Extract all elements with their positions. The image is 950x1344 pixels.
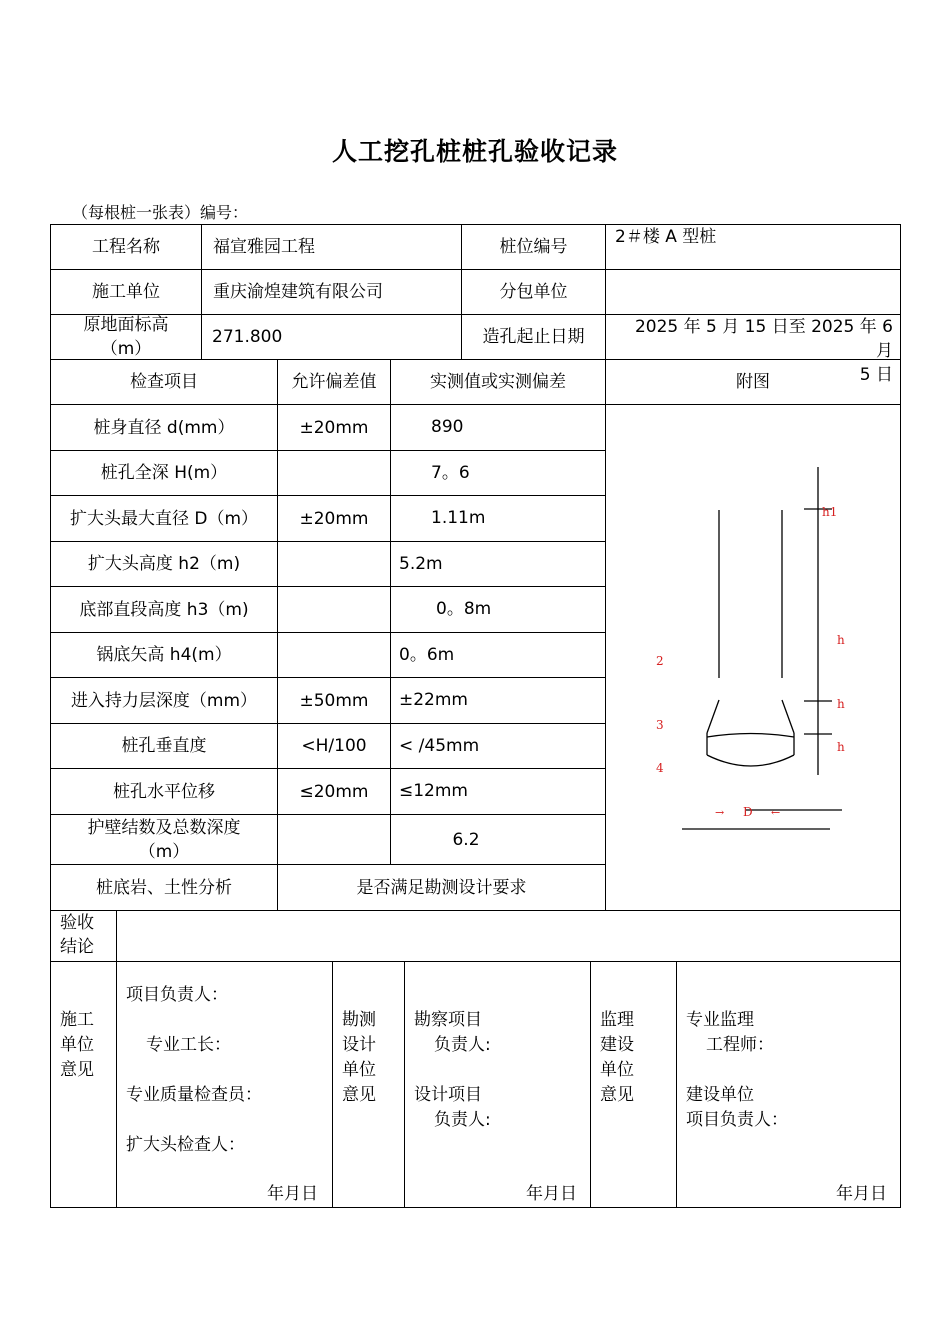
project-name-label: 工程名称 <box>92 237 160 257</box>
design-manager-signature: 设计项目 <box>414 1085 482 1105</box>
row-measured: 0。8m <box>436 599 492 619</box>
supervision-date: 年月日 <box>836 1184 887 1204</box>
foreman-signature: 专业工长： <box>146 1035 231 1055</box>
row-item: 护壁结数及总数深度（m） <box>87 817 241 862</box>
conclusion-label-line-2: 结论 <box>60 937 94 957</box>
pile-no-label: 桩位编号 <box>499 237 568 257</box>
pot-bottom <box>707 755 794 766</box>
row-measured: < /45mm <box>399 736 480 756</box>
contractor-value: 重庆渝煌建筑有限公司 <box>213 282 383 302</box>
row-measured: 5.2m <box>399 554 443 574</box>
construction-label-line: 施工 <box>60 1010 94 1030</box>
label-h1: h1 <box>822 505 838 519</box>
project-name-value: 福宣雅园工程 <box>213 237 315 257</box>
label-h3: h <box>837 697 845 711</box>
arrow-left-mark: ← <box>771 806 781 819</box>
label-3: 3 <box>656 718 664 732</box>
supervision-label-line: 意见 <box>600 1085 634 1105</box>
label-h4: h <box>837 740 845 754</box>
row-measured: ±22mm <box>399 690 468 710</box>
row-measured: 7。6 <box>431 463 470 483</box>
form-number-label: （每根桩一张表）编号： <box>72 203 249 222</box>
survey-label-line: 单位 <box>342 1060 376 1080</box>
construction-label-line: 意见 <box>60 1060 94 1080</box>
bell-right <box>782 700 794 733</box>
header-attached-figure: 附图 <box>736 372 770 392</box>
row-measured: 0。6m <box>399 645 455 665</box>
owner-signature: 建设单位 <box>686 1085 754 1105</box>
row-item: 桩身直径 d(mm） <box>93 417 235 438</box>
row-tolerance: ±20mm <box>299 417 369 438</box>
supervision-label-line: 监理 <box>600 1010 634 1030</box>
supervising-engineer-signature: 专业监理 <box>686 1010 754 1030</box>
conclusion-label <box>60 911 94 959</box>
construction-opinion-label <box>60 1008 94 1083</box>
row-item: 桩孔垂直度 <box>121 736 207 756</box>
row-tolerance <box>278 633 390 677</box>
pile-no-value: 2＃楼 A 型桩 <box>615 227 717 247</box>
arrow-right-mark: → <box>715 806 725 819</box>
subcontractor-value <box>615 270 900 314</box>
bell-left <box>707 700 719 733</box>
survey-date: 年月日 <box>526 1184 577 1204</box>
rock-analysis-label: 桩底岩、土性分析 <box>96 877 232 898</box>
row-tolerance: ±20mm <box>299 508 369 529</box>
supervision-opinion-label <box>600 1008 634 1108</box>
owner-manager-signature: 项目负责人： <box>686 1110 788 1130</box>
row-measured: 6.2 <box>452 829 480 850</box>
subcontractor-label: 分包单位 <box>499 282 568 302</box>
row-measured: 1.11m <box>431 508 486 528</box>
label-h2: h <box>837 633 845 647</box>
label-2: 2 <box>656 654 664 668</box>
header-inspection-item: 检查项目 <box>130 372 198 392</box>
quality-inspector-signature: 专业质量检查员： <box>126 1085 262 1105</box>
row-item: 进入持力层深度（mm） <box>70 690 258 711</box>
row-measured: ≤12mm <box>399 781 468 801</box>
row-item: 扩大头高度 h2（m) <box>87 554 241 574</box>
row-tolerance: ≤20mm <box>299 781 369 802</box>
row-tolerance: ±50mm <box>299 690 369 711</box>
supervision-label-line: 建设 <box>600 1035 634 1055</box>
row-item: 桩孔水平位移 <box>113 781 215 802</box>
pile-diagram <box>606 405 900 910</box>
date-range-line-1: 2025 年 5 月 15 日至 2025 年 6 月 <box>634 317 893 361</box>
supervising-engineer-signature-line2: 工程师： <box>706 1035 774 1055</box>
construction-label-line: 单位 <box>60 1035 94 1055</box>
survey-label-line: 勘测 <box>342 1010 376 1030</box>
rock-analysis-value: 是否满足勘测设计要求 <box>356 877 527 898</box>
construction-date: 年月日 <box>267 1184 318 1204</box>
conclusion-label-line-1: 验收 <box>60 913 94 933</box>
page-title: 人工挖孔桩桩孔验收记录 <box>331 137 618 166</box>
row-item: 底部直段高度 h3（m) <box>79 599 249 620</box>
contractor-label: 施工单位 <box>92 282 160 302</box>
label-D: D <box>743 805 753 819</box>
header-tolerance: 允许偏差值 <box>291 372 377 392</box>
row-item: 扩大头最大直径 D（m） <box>69 508 259 529</box>
bell-bottom-curve <box>707 734 794 738</box>
survey-manager-signature: 勘察项目 <box>414 1010 482 1030</box>
row-tolerance: <H/100 <box>301 736 367 756</box>
date-range-label: 造孔起止日期 <box>482 327 585 347</box>
conclusion-value <box>126 911 896 961</box>
row-tolerance <box>278 451 390 495</box>
date-range-line-2: 5 日 <box>859 365 893 385</box>
bell-inspector-signature: 扩大头检查人： <box>126 1135 245 1155</box>
survey-label-line: 意见 <box>342 1085 376 1105</box>
design-manager-signature-line2: 负责人: <box>434 1110 491 1130</box>
row-tolerance <box>278 542 390 586</box>
supervision-label-line: 单位 <box>600 1060 634 1080</box>
ground-elevation-label: 原地面标高（m） <box>83 315 169 359</box>
survey-manager-signature-line2: 负责人: <box>434 1035 491 1055</box>
survey-opinion-label <box>342 1008 376 1108</box>
label-4: 4 <box>656 761 664 775</box>
row-tolerance <box>278 815 390 864</box>
header-measured: 实测值或实测偏差 <box>430 372 566 392</box>
row-tolerance <box>278 587 390 632</box>
ground-elevation-value: 271.800 <box>212 327 283 347</box>
row-item: 锅底矢高 h4(m） <box>96 645 232 665</box>
survey-label-line: 设计 <box>342 1035 376 1055</box>
row-measured: 890 <box>431 417 464 437</box>
project-manager-signature: 项目负责人： <box>126 985 228 1005</box>
row-item: 桩孔全深 H(m） <box>100 463 228 483</box>
